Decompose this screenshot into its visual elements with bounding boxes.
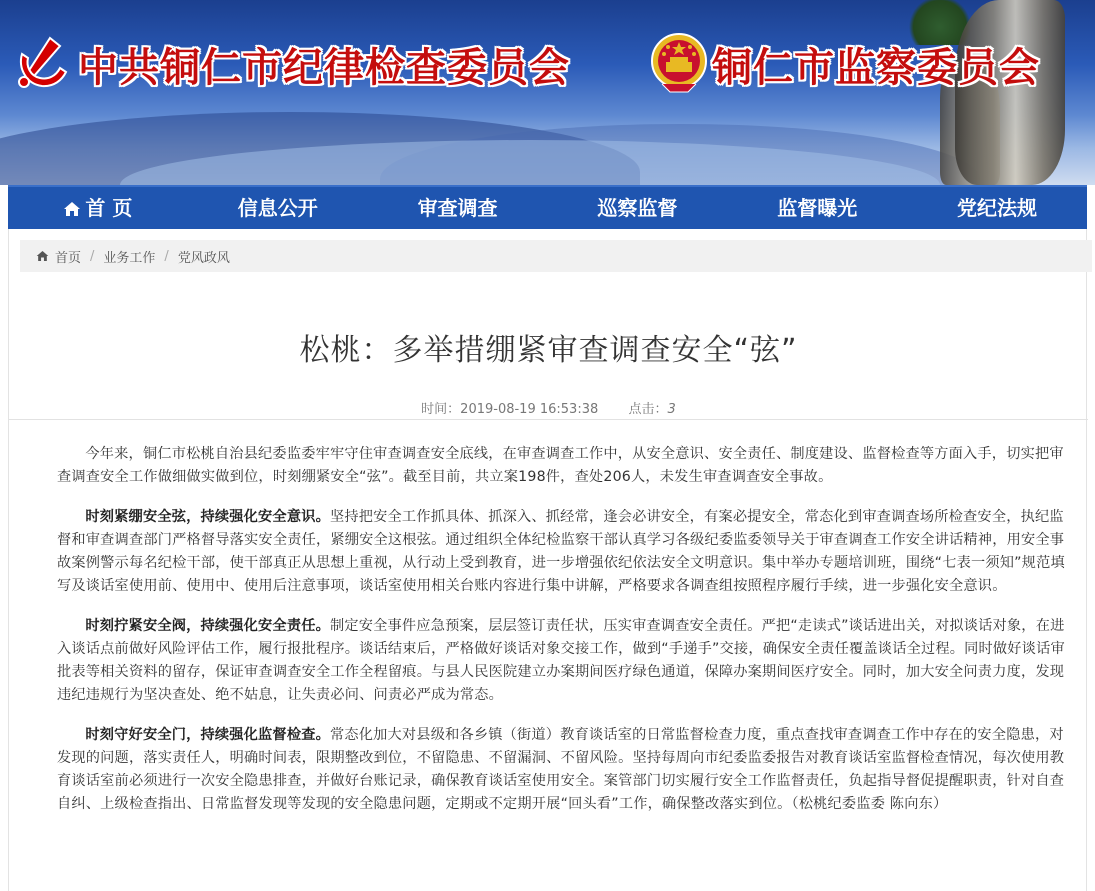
home-icon [63,201,81,217]
article-title: 松桃：多举措绷紧审查调查安全“弦” [299,333,798,368]
paragraph-text: 今年来，铜仁市松桃自治县纪委监委牢牢守住审查调查安全底线，在审查调查工作中，从安全意识、安全责任、制度建设、监督检查等方面入手，切实把审查调查安全工作做细做实做到位，时刻绷紧安全“弦”。截至目前，共立案198件，查处206人，未发生审查调查安全事故。 [57,446,1064,485]
paragraph [57,443,1073,489]
site-title-supervision: 铜仁市监察委员会 [712,45,1040,91]
paragraph-text: 坚持把安全工作抓具体、抓深入、抓经常，逢会必讲安全，有案必提安全，常态化到审查调查场所检查安全，执纪监督和审查调查部门严格督导落实安全责任，紧绷安全这根弦。通过组织全体纪检监察干部认真学习各级纪委监委领导关于审查调查工作安全讲话精神，用安全事故案例警示每名纪检干部，使干部真正从思想上重视，从行动上受到教育，进一步增强依纪依法安全文明意识。集中举办专题培训班，围绕“七表一须知”规范填写及谈话室使用前、使用中、使用后注意事项，谈话室使用相关台账内容进行集中讲解，严格要求各调查组按照程序履行手续，进一步强化安全意识。 [57,509,1065,594]
main-nav [8,185,1087,229]
header-banner [0,0,1095,185]
paragraph-lead: 时刻守好安全门，持续强化监督检查。 [85,727,330,743]
paragraph [57,724,1073,816]
nav-item-exposure[interactable]: 监督曝光 [777,196,858,220]
home-icon [36,250,49,262]
main-content-frame [8,229,1087,891]
breadcrumb-separator: / [164,248,169,264]
publish-time: 2019-08-19 16:53:38 [460,402,599,417]
nav-item-label: 首 页 [85,196,133,220]
article-meta [9,398,1088,417]
paragraph-text: 制定安全事件应急预案，层层签订责任状，压实审查调查安全责任。严把“走读式”谈话进出关，对拟谈话对象，在进入谈话点前做好风险评估工作，履行报批程序。谈话结束后，严格做好谈话对象交接工作，做到“手递手”交接，确保安全责任覆盖谈话全过程。同时做好谈话审批表等相关资料的留存，保证审查调查安全工作全程留痕。与县人民医院建立办案期间医疗绿色通道，保障办案期间医疗安全。同时，加大安全问责力度，发现违纪违规行为坚决查处、绝不姑息，让失责必问、问责必严成为常态。 [57,618,1065,703]
paragraph-text: 常态化加大对县级和各乡镇（街道）教育谈话室的日常监督检查力度，重点查找审查调查工作中存在的安全隐患，对发现的问题，落实责任人，明确时间表，限期整改到位，不留隐患、不留漏洞、不留风险。坚持每周向市纪委监委报告对教育谈话室监督检查情况，每次使用教育谈话室前必须进行一次安全隐患排查，并做好台账记录，确保教育谈话室使用安全。案管部门切实履行安全工作监督责任，负起指导督促提醒职责，针对自查自纠、上级检查指出、日常监督发现等发现的安全隐患问题，定期或不定期开展“回头看”工作，确保整改落实到位。（松桃纪委监委 陈向东） [57,727,1065,812]
breadcrumb-business[interactable]: 业务工作 [103,250,156,266]
breadcrumb-current[interactable]: 党风政风 [177,250,230,266]
hits-label: 点击： [628,402,668,417]
nav-item-info-disclosure[interactable]: 信息公开 [237,196,318,220]
nav-item-home[interactable] [8,187,188,229]
breadcrumb-home[interactable]: 首页 [55,250,82,266]
nav-item-regulations[interactable]: 党纪法规 [957,196,1038,220]
paragraph-lead: 时刻拧紧安全阀，持续强化安全责任。 [85,618,330,634]
article-body [57,443,1073,833]
divider [9,419,1088,420]
nav-item-investigation[interactable]: 审查调查 [417,196,498,220]
time-label: 时间： [421,402,461,417]
paragraph [57,615,1073,707]
site-title-party: 中共铜仁市纪律检查委员会 [78,45,570,91]
nav-item-inspection[interactable]: 巡察监督 [597,196,678,220]
breadcrumb [20,240,1092,272]
party-emblem-icon [10,32,74,96]
hit-count: 3 [667,402,676,417]
paragraph [57,506,1073,598]
national-emblem-icon [650,32,708,94]
paragraph-lead: 时刻紧绷安全弦，持续强化安全意识。 [85,509,330,525]
breadcrumb-separator: / [90,248,95,264]
